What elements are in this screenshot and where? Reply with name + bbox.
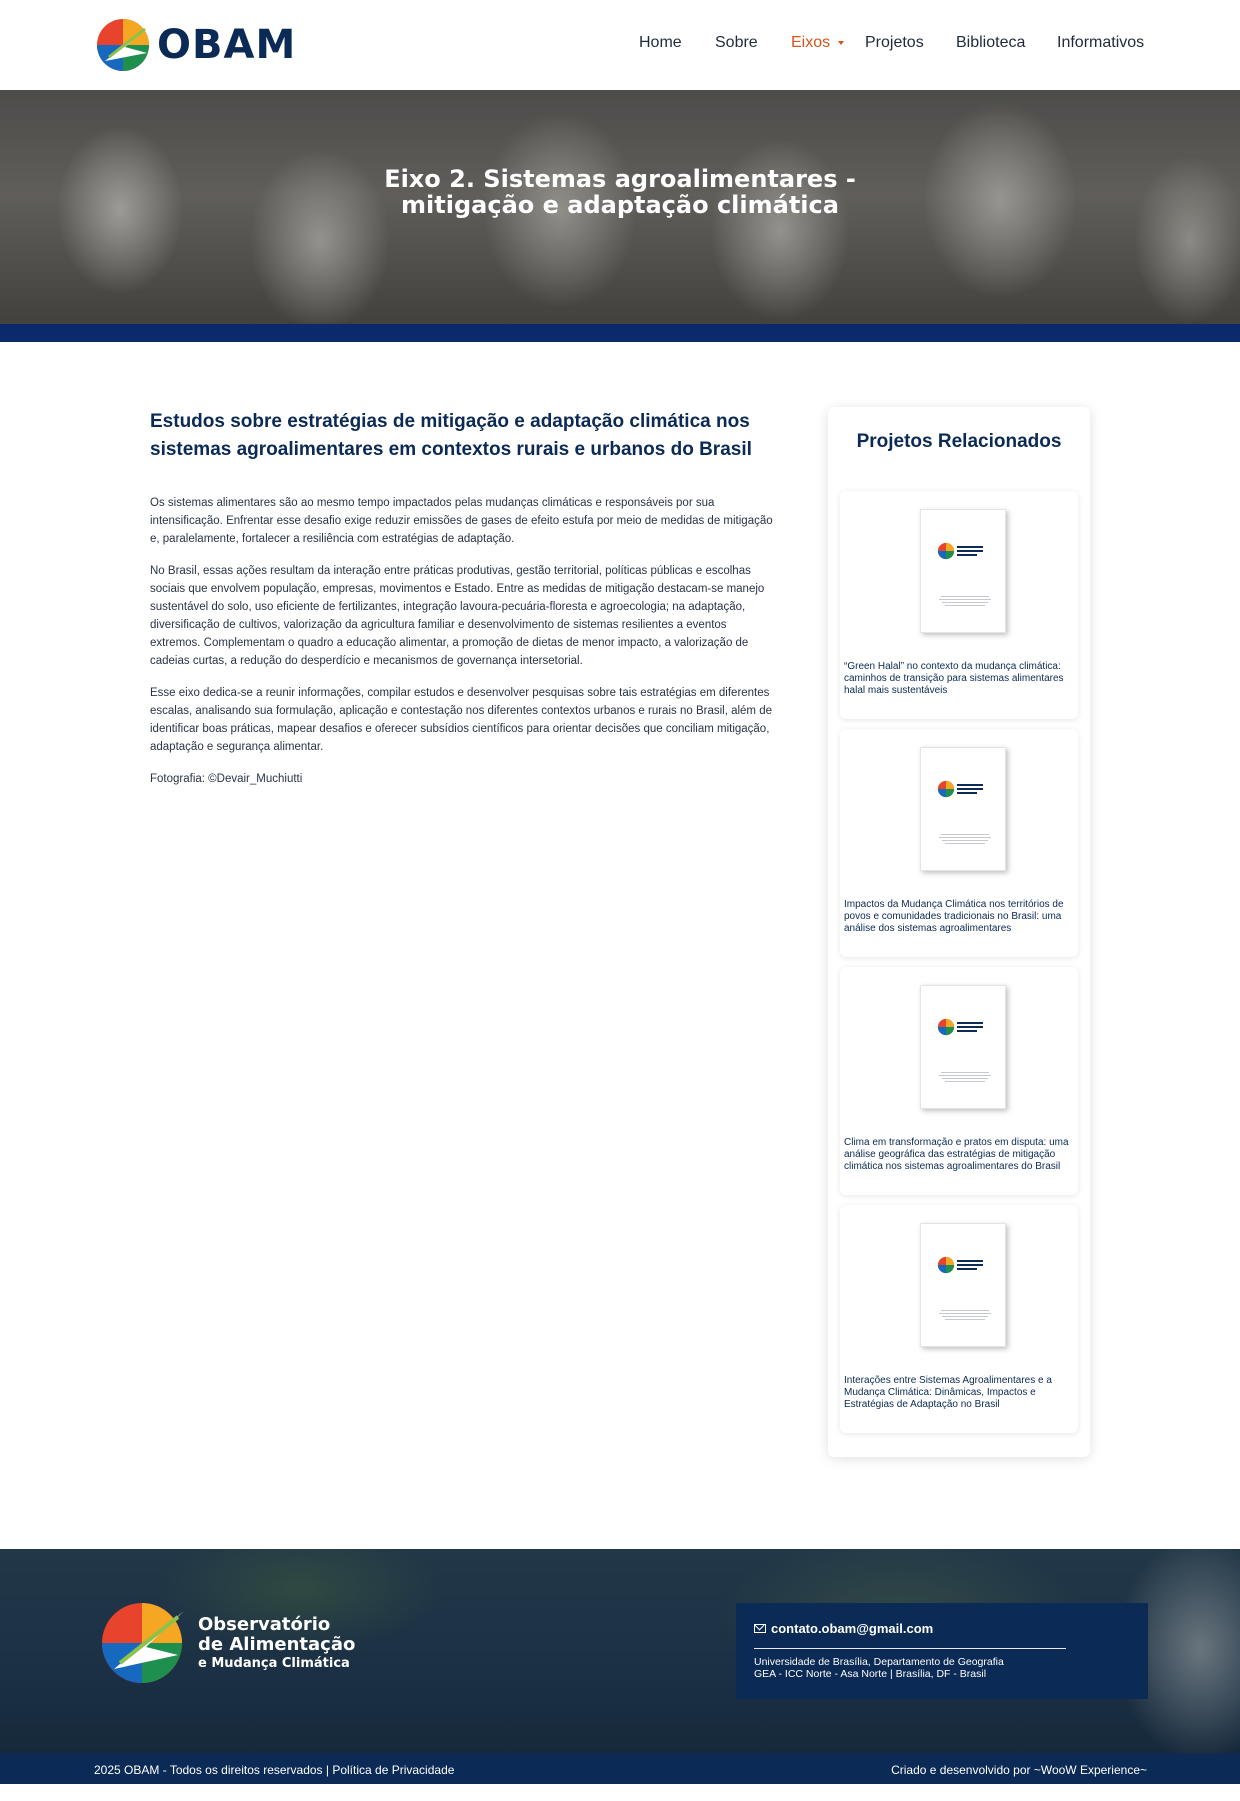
intro-paragraph: Os sistemas alimentares são ao mesmo tempo impactados pelas mudanças climáticas e responsáveis por sua intensificação. Enfrentar esse desafio exige reduzir emissões de gases de efeito estufa por meio de medidas de mitigação e, paralelamente, fortalecer a resiliência com estratégias de adaptação.	[150, 497, 773, 545]
address-line-2: GEA - ICC Norte - Asa Norte | Brasília, DF - Brasil	[754, 1668, 987, 1680]
project-card[interactable]	[840, 491, 1078, 719]
project-card[interactable]	[840, 967, 1078, 1195]
site-header	[0, 0, 1240, 90]
footer-logo[interactable]	[100, 1597, 355, 1689]
nav-eixos-label: Eixos	[791, 34, 831, 51]
address-line-1: Universidade de Brasília, Departamento de Geografia	[754, 1656, 1004, 1668]
footer-bottom-bar	[0, 1754, 1240, 1784]
project-title[interactable]: Impactos da Mudança Climática nos territórios de povos e comunidades tradicionais no Brasil: uma análise dos sistemas agroalimentares	[844, 899, 1064, 934]
logo-text: OBAM	[157, 22, 297, 68]
nav-informativos[interactable]: Informativos	[1057, 34, 1145, 51]
cover-logo-icon	[937, 542, 991, 560]
nav-projetos[interactable]: Projetos	[865, 34, 924, 51]
project-cover-thumbnail	[920, 1223, 1006, 1347]
page-title-line-1: Eixo 2. Sistemas agroalimentares -	[384, 165, 856, 193]
nav-biblioteca[interactable]: Biblioteca	[956, 34, 1026, 51]
nav-eixos[interactable]	[791, 34, 844, 52]
copyright-text[interactable]: 2025 OBAM - Todos os direitos reservados | Política de Privacidade	[94, 1763, 455, 1777]
footer-logo-text	[198, 1615, 355, 1672]
footer-logo-line-1: Observatório	[198, 1613, 331, 1635]
contact-box	[736, 1603, 1148, 1699]
footer-logo-line-2: de Alimentação	[198, 1633, 356, 1655]
project-title[interactable]: Interações entre Sistemas Agroalimentares e a Mudança Climática: Dinâmicas, Impactos e Estratégias de Adaptação no Brasil	[844, 1375, 1052, 1410]
mail-icon	[754, 1624, 766, 1633]
cover-logo-icon	[937, 1018, 991, 1036]
cover-logo-icon	[937, 1256, 991, 1274]
project-cover-thumbnail	[920, 509, 1006, 633]
cover-logo-icon	[937, 780, 991, 798]
site-footer	[0, 1549, 1240, 1754]
contact-email-link[interactable]	[754, 1621, 933, 1636]
project-card[interactable]	[840, 729, 1078, 957]
project-title[interactable]: “Green Halal” no contexto da mudança climática: caminhos de transição para sistemas alimentares halal mais sustentáveis	[844, 661, 1064, 696]
globe-logo-icon	[100, 1597, 186, 1689]
strategies-paragraph: No Brasil, essas ações resultam da interação entre práticas produtivas, gestão territorial, políticas públicas e escolhas sociais que envolvem população, empresas, movimentos e Estado. Entre as medidas de mitigação destacam-se manejo sustentável do solo, uso eficiente de fertilizantes, integração lavoura-pecuária-floresta e agroecologia; na adaptação, diversificação de cultivos, valorização da agricultura familiar e desenvolvimento de sistemas resilientes a eventos extremos. Complementam o quadro a educação alimentar, a promoção de dietas de menor impacto, a valorização de cadeias curtas, a redução do desperdício e mecanismos de governança intersetorial.	[150, 565, 765, 667]
page-title	[0, 166, 1240, 218]
project-cover-thumbnail	[920, 985, 1006, 1109]
hero-accent-bar	[0, 324, 1240, 342]
related-projects-title: Projetos Relacionados	[856, 431, 1062, 452]
main-nav	[0, 34, 1240, 56]
nav-home[interactable]: Home	[639, 34, 682, 51]
credits-text[interactable]: Criado e desenvolvido por ~WooW Experience~	[891, 1763, 1147, 1777]
photo-credit: Fotografia: ©Devair_Muchiutti	[150, 773, 303, 785]
contact-divider	[754, 1648, 1066, 1649]
axis-purpose-paragraph: Esse eixo dedica-se a reunir informações, compilar estudos e desenvolver pesquisas sobre tais estratégias em diferentes escalas, analisando sua formulação, aplicação e contestação nos diferentes contextos urbanos e rurais no Brasil, além de identificar boas práticas, mapear desafios e oferecer subsídios científicos para orientar decisões que conciliam mitigação, adaptação e segurança alimentar.	[150, 687, 772, 753]
project-card[interactable]	[840, 1205, 1078, 1433]
contact-email: contato.obam@gmail.com	[771, 1621, 934, 1636]
page-title-line-2: mitigação e adaptação climática	[401, 191, 839, 219]
project-title[interactable]: Clima em transformação e pratos em disputa: uma análise geográfica das estratégias de mitigação climática nos sistemas agroalimentares do Brasil	[844, 1137, 1069, 1172]
hero-banner	[0, 90, 1240, 324]
project-cover-thumbnail	[920, 747, 1006, 871]
section-heading: Estudos sobre estratégias de mitigação e adaptação climática nos sistemas agroalimentares em contextos rurais e urbanos do Brasil	[150, 411, 752, 460]
footer-logo-line-3: e Mudança Climática	[198, 1655, 350, 1671]
nav-sobre[interactable]: Sobre	[715, 34, 758, 51]
chevron-down-icon	[838, 41, 844, 45]
contact-address	[754, 1656, 1004, 1680]
related-projects-panel	[828, 407, 1090, 1457]
